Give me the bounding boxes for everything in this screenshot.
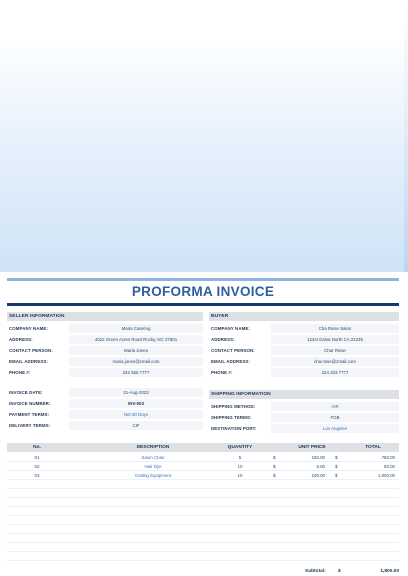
seller-label: COMPANY NAME: [9, 326, 48, 331]
buyer-section-heading: BUYER [209, 312, 399, 321]
banner-edge [404, 0, 408, 272]
table-row [7, 516, 399, 525]
buyer-row [209, 335, 399, 344]
shipping-label: SHIPPING METHOD: [211, 404, 256, 409]
invoice-label: DELIVERY TERMS: [9, 423, 51, 428]
item-total: 50.00 [384, 464, 395, 469]
item-description: Hair Dye [144, 464, 162, 469]
item-total-currency: $ [335, 455, 338, 460]
invoice-value: CIF [69, 421, 203, 430]
table-row [7, 543, 399, 552]
buyer-label: ADDRESS: [211, 337, 235, 342]
subtotal-label: Subtotal: [305, 569, 326, 574]
shipping-label: SHIPPING TERMS: [211, 415, 252, 420]
invoice-label: PAYMENT TERMS: [9, 412, 50, 417]
title-underline [7, 303, 399, 306]
shipping-value: Los Angeles [271, 424, 399, 433]
seller-label: PHONE #: [9, 370, 31, 375]
buyer-row [209, 357, 399, 366]
invoice-label: INVOICE NUMBER: [9, 401, 51, 406]
seller-value: Maria Catering [69, 324, 203, 333]
item-total: 1,000.00 [377, 473, 395, 478]
invoice-label: INVOICE DATE: [9, 390, 43, 395]
buyer-value: 123st Galva North CA 22235 [271, 335, 399, 344]
table-row [7, 453, 399, 462]
item-unit-currency: $ [273, 464, 276, 469]
item-description: Salon Chair [141, 455, 165, 460]
seller-value: 4022 Green Acres Road Rocky, NC 27801 [69, 335, 203, 344]
shipping-label: DESTINATION PORT: [211, 426, 257, 431]
shipping-section-heading: SHIPPING INFORMATION [209, 390, 399, 399]
item-unit-currency: $ [273, 455, 276, 460]
top-accent-rule [7, 278, 399, 281]
buyer-value: Char Risse [271, 346, 399, 355]
buyer-label: COMPANY NAME: [211, 326, 250, 331]
shipping-row [209, 424, 399, 433]
buyer-value: Cha Risse Salon [271, 324, 399, 333]
items-table-header [7, 443, 399, 452]
buyer-label: EMAIL ADDRESS: [211, 359, 250, 364]
table-row [7, 507, 399, 516]
shipping-value: FOB [271, 413, 399, 422]
table-row [7, 552, 399, 561]
item-unit-currency: $ [273, 473, 276, 478]
buyer-value: cha.risse@zmail.com [271, 357, 399, 366]
buyer-value: 224 333 7777 [271, 368, 399, 377]
invoice-row [7, 421, 203, 430]
seller-label: EMAIL ADDRESS: [9, 359, 48, 364]
invoice-value: 31-Aug-2023 [69, 388, 203, 397]
col-header-total: TOTAL [365, 445, 381, 450]
table-row [7, 489, 399, 498]
subtotal-value: 1,800.00 [380, 569, 399, 574]
table-row [7, 498, 399, 507]
buyer-row [209, 368, 399, 377]
shipping-value: AIR [271, 402, 399, 411]
item-quantity: 5 [238, 455, 242, 460]
buyer-row [209, 324, 399, 333]
seller-label: CONTACT PERSON: [9, 348, 53, 353]
item-unit-price: 100.00 [311, 473, 325, 478]
invoice-title: PROFORMA INVOICE [131, 284, 275, 299]
col-header-description: DESCRIPTION [136, 445, 170, 450]
item-total-currency: $ [335, 473, 338, 478]
invoice-row [7, 388, 203, 397]
table-row [7, 471, 399, 480]
col-header-quantity: QUANTITY [227, 445, 253, 450]
col-header-no: No. [33, 445, 41, 450]
item-no: 02 [34, 464, 40, 469]
seller-label: ADDRESS: [9, 337, 33, 342]
invoice-value: INV-003 [69, 399, 203, 408]
header-gradient-banner [0, 0, 408, 272]
shipping-row [209, 413, 399, 422]
seller-value: 222 555 7777 [69, 368, 203, 377]
buyer-label: PHONE #: [211, 370, 233, 375]
item-no: 03 [34, 473, 40, 478]
item-total-currency: $ [335, 464, 338, 469]
seller-value: maria.jones@zmail.com [69, 357, 203, 366]
seller-section-heading: SELLER INFORMATION [7, 312, 203, 321]
seller-row [7, 335, 203, 344]
seller-row [7, 357, 203, 366]
item-unit-price: 150.00 [311, 455, 325, 460]
invoice-row [7, 399, 203, 408]
invoice-row [7, 410, 203, 419]
table-row [7, 525, 399, 534]
seller-value: Maria Jones [69, 346, 203, 355]
seller-row [7, 346, 203, 355]
col-header-unit-price: UNIT PRICE [298, 445, 326, 450]
item-description: Cutting Equipment [134, 473, 172, 478]
item-total: 750.00 [381, 455, 395, 460]
seller-row [7, 368, 203, 377]
table-row [7, 462, 399, 471]
invoice-value: Net 30 Days [69, 410, 203, 419]
item-unit-price: 5.00 [316, 464, 325, 469]
table-row [7, 480, 399, 489]
item-no: 01 [34, 455, 40, 460]
subtotal-row [305, 567, 399, 576]
buyer-row [209, 346, 399, 355]
buyer-label: CONTACT PERSON: [211, 348, 255, 353]
shipping-row [209, 402, 399, 411]
seller-row [7, 324, 203, 333]
subtotal-currency: $ [338, 569, 341, 574]
item-quantity: 10 [237, 473, 243, 478]
item-quantity: 10 [237, 464, 243, 469]
table-row [7, 534, 399, 543]
